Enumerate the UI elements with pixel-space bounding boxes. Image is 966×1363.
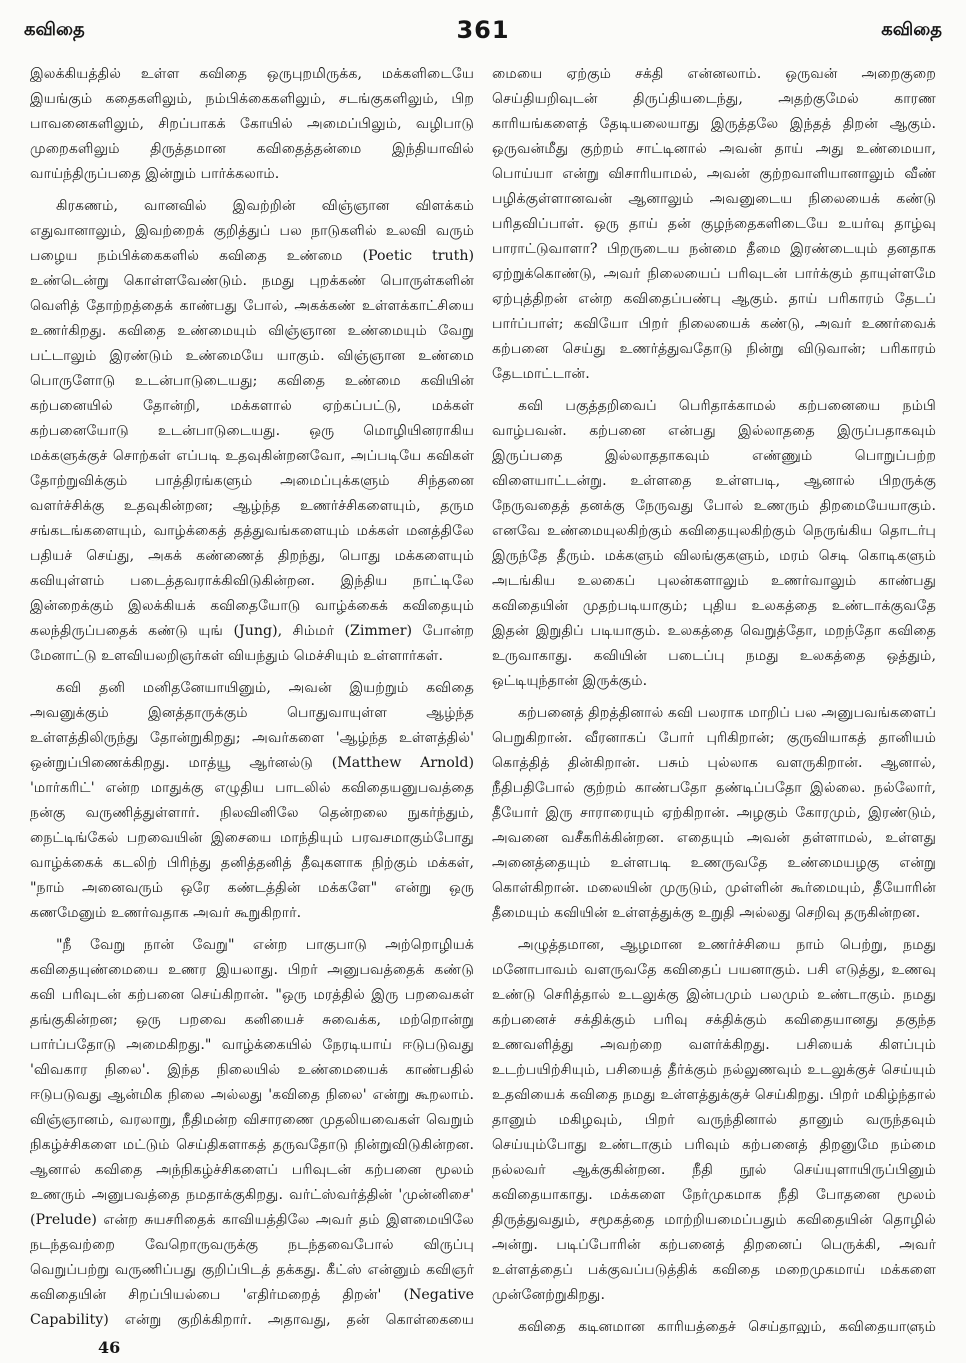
page-number: 361 [456, 16, 510, 44]
left-column [30, 62, 474, 1334]
page-header [24, 10, 942, 50]
paragraph: இலக்கியத்தில் உள்ள கவிதை ஒருபுறமிருக்க, மக்களிடையே இயங்கும் கதைகளிலும், நம்பிக்கைகளிலும், சடங்குகளிலும், பிற பாவனைகளிலும், சிறப்பாகக் கோயில் அமைப்பிலும், வழிபாடு முறைகளிலும் திருத்தமான கவிதைத்தன்மை இந்தியாவில் வாய்ந்திருப்பதை இன்றும் பார்க்கலாம். [30, 66, 474, 182]
folio-number: 46 [98, 1338, 121, 1357]
paragraph: கவி தனி மனிதனேயாயினும், அவன் இயற்றும் கவிதை அவனுக்கும் இனத்தாருக்கும் பொதுவாயுள்ள ஆழ்ந்த உள்ளத்திலிருந்து தோன்றுகிறது; அவர்களை 'ஆழ்ந்த உள்ளத்தில்' ஒன்றுப்பிணைக்கிறது. மாத்யூ ஆர்னல்டு (Matthew Arnold) 'மார்கரிட்' என்ற மாதுக்கு எழுதிய பாடலில் கவிதையனுபவத்தை நன்கு வருணித்துள்ளார். நிலவினிலே தென்றலை நுகர்ந்தும், நைட்டிங்கேல் பறவையின் இசையை மாந்தியும் பரவசமாகும்போது வாழ்க்கைக் கடலிற் பிரிந்து தனித்தனித் தீவுகளாக நிற்கும் மக்கள், "நாம் அனைவரும் ஒரே கண்டத்தின் மக்களே" என்று ஒரு கணமேனும் உணர்வதாக அவர் கூறுகிறார். [30, 680, 474, 921]
paragraph: "நீ வேறு நான் வேறு" என்ற பாகுபாடு அற்றொழியக் கவிதையுண்மையை உணர இயலாது. பிறர் அனுபவத்தைக் கண்டு கவி பரிவுடன் கற்பனை செய்கிறான். "ஒரு மரத்தில் இரு பறவைகள் தங்குகின்றன; ஒரு பறவை கனியைச் சுவைக்க, மற்றொன்று பார்ப்பதோடு அமைகிறது." வாழ்க்கையில் நேரடியாய் ஈடுபடுவது 'விவகார நிலை'. இந்த நிலையில் உண்மையைக் காண்பதில் ஈடுபடுவது ஆன்மிக நிலை அல்லது 'கவிதை நிலை' என்று கூறலாம். விஞ்ஞானம், வரலாறு, நீதிமன்ற விசாரணை முதலியவைகள் வெறும் நிகழ்ச்சிகளை மட்டும் செய்திகளாகத் தருவதோடு நின்றுவிடுகின்றன. ஆனால் கவிதை அந்நிகழ்ச்சிகளைப் பரிவுடன் கற்பனை மூலம் உணரும் அனுபவத்தை நமதாக்குகிறது. வர்ட்ஸ்வர்த்தின் 'முன்னிசை' (Prelude) என்ற சுயசரிதைக் காவியத்திலே அவர் தம் இளமையிலே நடந்தவற்றை வேறொருவருக்கு நடந்தவைபோல் விருப்பு வெறுப்பற்று வருணிப்பது குறிப்பிடத் தக்கது. கீட்ஸ் என்னும் கவிஞர் கவிதையின் சிறப்பியல்பை 'எதிர்மறைத் திறன்' (Negative Capability) என்று குறிக்கிறார். அதாவது, தன் கொள்கையை [30, 937, 474, 1328]
paragraph: கற்பனைத் திறத்தினால் கவி பலராக மாறிப் பல அனுபவங்களைப் பெறுகிறான். வீரனாகப் போர் புரிகிறான்; குருவியாகத் தானியம் கொத்தித் தின்கிறான். பசும் புல்லாக வளருகிறான். ஆனால், நீதிபதிபோல் குற்றம் காண்பதோ தண்டிப்பதோ இல்லை. நல்லோர், தீயோர் இரு சாராரையும் ஏற்கிறான். அழகும் கோரமும், இரண்டும், அவனை வசீகரிக்கின்றன. எதையும் அவன் தள்ளாமல், உள்ளது அனைத்தையும் உள்ளபடி உணருவதே உண்மையழகு என்று கொள்கிறான். மலையின் முருடும், முள்ளின் கூர்மையும், தீயோரின் தீமையும் கவியின் உள்ளத்துக்கு உறுதி அல்லது செறிவு தருகின்றன. [492, 705, 936, 921]
paragraph: கவி பகுத்தறிவைப் பெரிதாக்காமல் கற்பனையை நம்பி வாழ்பவன். கற்பனை என்பது இல்லாததை இருப்பதாகவும் இருப்பதை இல்லாததாகவும் எண்ணும் பொறுப்பற்ற விளையாட்டன்று. உள்ளதை உள்ளபடி, ஆனால் பிறருக்கு நேருவதைத் தனக்கு நேருவது போல் உணரும் திறமையேயாகும். எனவே உண்மையுலகிற்கும் கவிதையுலகிற்கும் நெருங்கிய தொடர்பு இருந்தே தீரும். மக்களும் விலங்குகளும், மரம் செடி கொடிகளும் அடங்கிய உலகைப் புலன்களாலும் உணர்வாலும் காண்பது கவிதையின் முதற்படியாகும்; புதிய உலகத்தை உண்டாக்குவதே இதன் இறுதிப் படியாகும். உலகத்தை வெறுத்தோ, மறந்தோ கவிதை உருவாகாது. கவியின் படைப்பு நமது உலகத்தை ஒத்தும், ஒட்டியுந்தான் இருக்கும். [492, 398, 936, 689]
running-head-right: கவிதை [881, 18, 942, 40]
paragraph: அழுத்தமான, ஆழமான உணர்ச்சியை நாம் பெற்று, நமது மனோபாவம் வளருவதே கவிதைப் பயனாகும். பசி எடுத்து, உணவு உண்டு செரித்தால் உடலுக்கு இன்பமும் பலமும் உண்டாகும். நமது கற்பனைச் சக்திக்கும் பரிவு சக்திக்கும் கவிதையானது தகுந்த உணவளித்து அவற்றை வளர்க்கிறது. பசியைக் கிளப்பும் உடற்பயிற்சியும், பசியைத் தீர்க்கும் நல்லுணவும் உடலுக்குச் செய்யும் உதவியைக் கவிதை நமது உள்ளத்துக்குச் செய்கிறது. பிறர் மகிழ்ந்தால் தானும் மகிழவும், பிறர் வருந்தினால் தானும் வருந்தவும் செய்யும்போது உண்டாகும் பரிவும் கற்பனைத் திறனுமே நம்மை நல்லவர் ஆக்குகின்றன. நீதி நூல் செய்யுளாயிருப்பினும் கவிதையாகாது. மக்களை நேர்முகமாக நீதி போதனை மூலம் திருத்துவதும், சமூகத்தை மாற்றியமைப்பதும் கவிதையின் தொழில் அன்று. படிப்போரின் கற்பனைத் திறனைப் பெருக்கி, அவர் உள்ளத்தைப் பக்குவப்படுத்திக் கவிதை மறைமுகமாய் மக்களை முன்னேற்றுகிறது. [492, 937, 936, 1303]
right-column [492, 62, 936, 1334]
body-columns [30, 62, 936, 1334]
running-head-left: கவிதை [24, 18, 85, 40]
paragraph: மையை ஏற்கும் சக்தி என்னலாம். ஒருவன் அறைகுறை செய்தியறிவுடன் திருப்தியடைந்து, அதற்குமேல் காரண காரியங்களைத் தேடியலையாது இருத்தலே இந்தத் திறன் ஆகும். ஒருவன்மீது குற்றம் சாட்டினால் அவன் தாய் அது உண்மையா, பொய்யா என்று விசாரியாமல், அவன் குற்றவாளியானாலும் வீண் பழிக்குள்ளானவன் ஆனாலும் அவனுடைய நிலையைக் கண்டு பரிதவிப்பாள். ஒரு தாய் தன் குழந்தைகளிடையே உயர்வு தாழ்வு பாராட்டுவாளா? பிறருடைய நன்மை தீமை இரண்டையும் தனதாக ஏற்றுக்கொண்டு, அவர் நிலையைப் பரிவுடன் பார்க்கும் தாயுள்ளமே ஏற்புத்திறன் என்ற கவிதைப்பண்பு ஆகும். தாய் பரிகாரம் தேடப் பார்ப்பாள்; கவியோ பிறர் நிலையைக் கண்டு, அவர் உணர்வைக் கற்பனை செய்து உணர்த்துவதோடு நின்று விடுவான்; பரிகாரம் தேடமாட்டான். [492, 66, 936, 382]
paragraph: கவிதை கடினமான காரியத்தைச் செய்தாலும், கவிதையாளும் [518, 1319, 936, 1334]
paragraph: கிரகணம், வானவில் இவற்றின் விஞ்ஞான விளக்கம் எதுவானாலும், இவற்றைக் குறித்துப் பல நாடுகளில் உலவி வரும் பழைய நம்பிக்கைகளில் கவிதை உண்மை (Poetic truth) உண்டென்று கொள்ளவேண்டும். நமது புறக்கண் பொருள்களின் வெளித் தோற்றத்தைக் காண்பது போல், அகக்கண் உள்ளக்காட்சியை உணர்கிறது. கவிதை உண்மையும் விஞ்ஞான உண்மையும் வேறு பட்டாலும் இரண்டும் உண்மையே யாகும். விஞ்ஞான உண்மை பொருளோடு உடன்பாடுடையது; கவிதை உண்மை கவியின் கற்பனையில் தோன்றி, மக்களால் ஏற்கப்பட்டு, மக்கள் கற்பனையோடு உடன்பாடுடையது. ஒரு மொழியினராகிய மக்களுக்குச் சொற்கள் எப்படி உதவுகின்றனவோ, அப்படியே கவிகள் தோற்றுவிக்கும் பாத்திரங்களும் அமைப்புக்களும் சிந்தனை வளர்ச்சிக்கு உதவுகின்றன; ஆழ்ந்த உணர்ச்சிகளையும், தரும சங்கடங்களையும், வாழ்க்கைத் தத்துவங்களையும் மக்கள் மனத்திலே பதியச் செய்து, அகக் கண்ணைத் திறந்து, பொது மக்களையும் கவியுள்ளம் படைத்தவராக்கிவிடுகின்றன. இந்திய நாட்டிலே இன்றைக்கும் இலக்கியக் கவிதையோடு வாழ்க்கைக் கவிதையும் கலந்திருப்பதைக் கண்டு யுங் (Jung), சிம்மர் (Zimmer) போன்ற மேனாட்டு உளவியலறிஞர்கள் வியந்தும் மெச்சியும் உள்ளார்கள். [30, 198, 474, 664]
